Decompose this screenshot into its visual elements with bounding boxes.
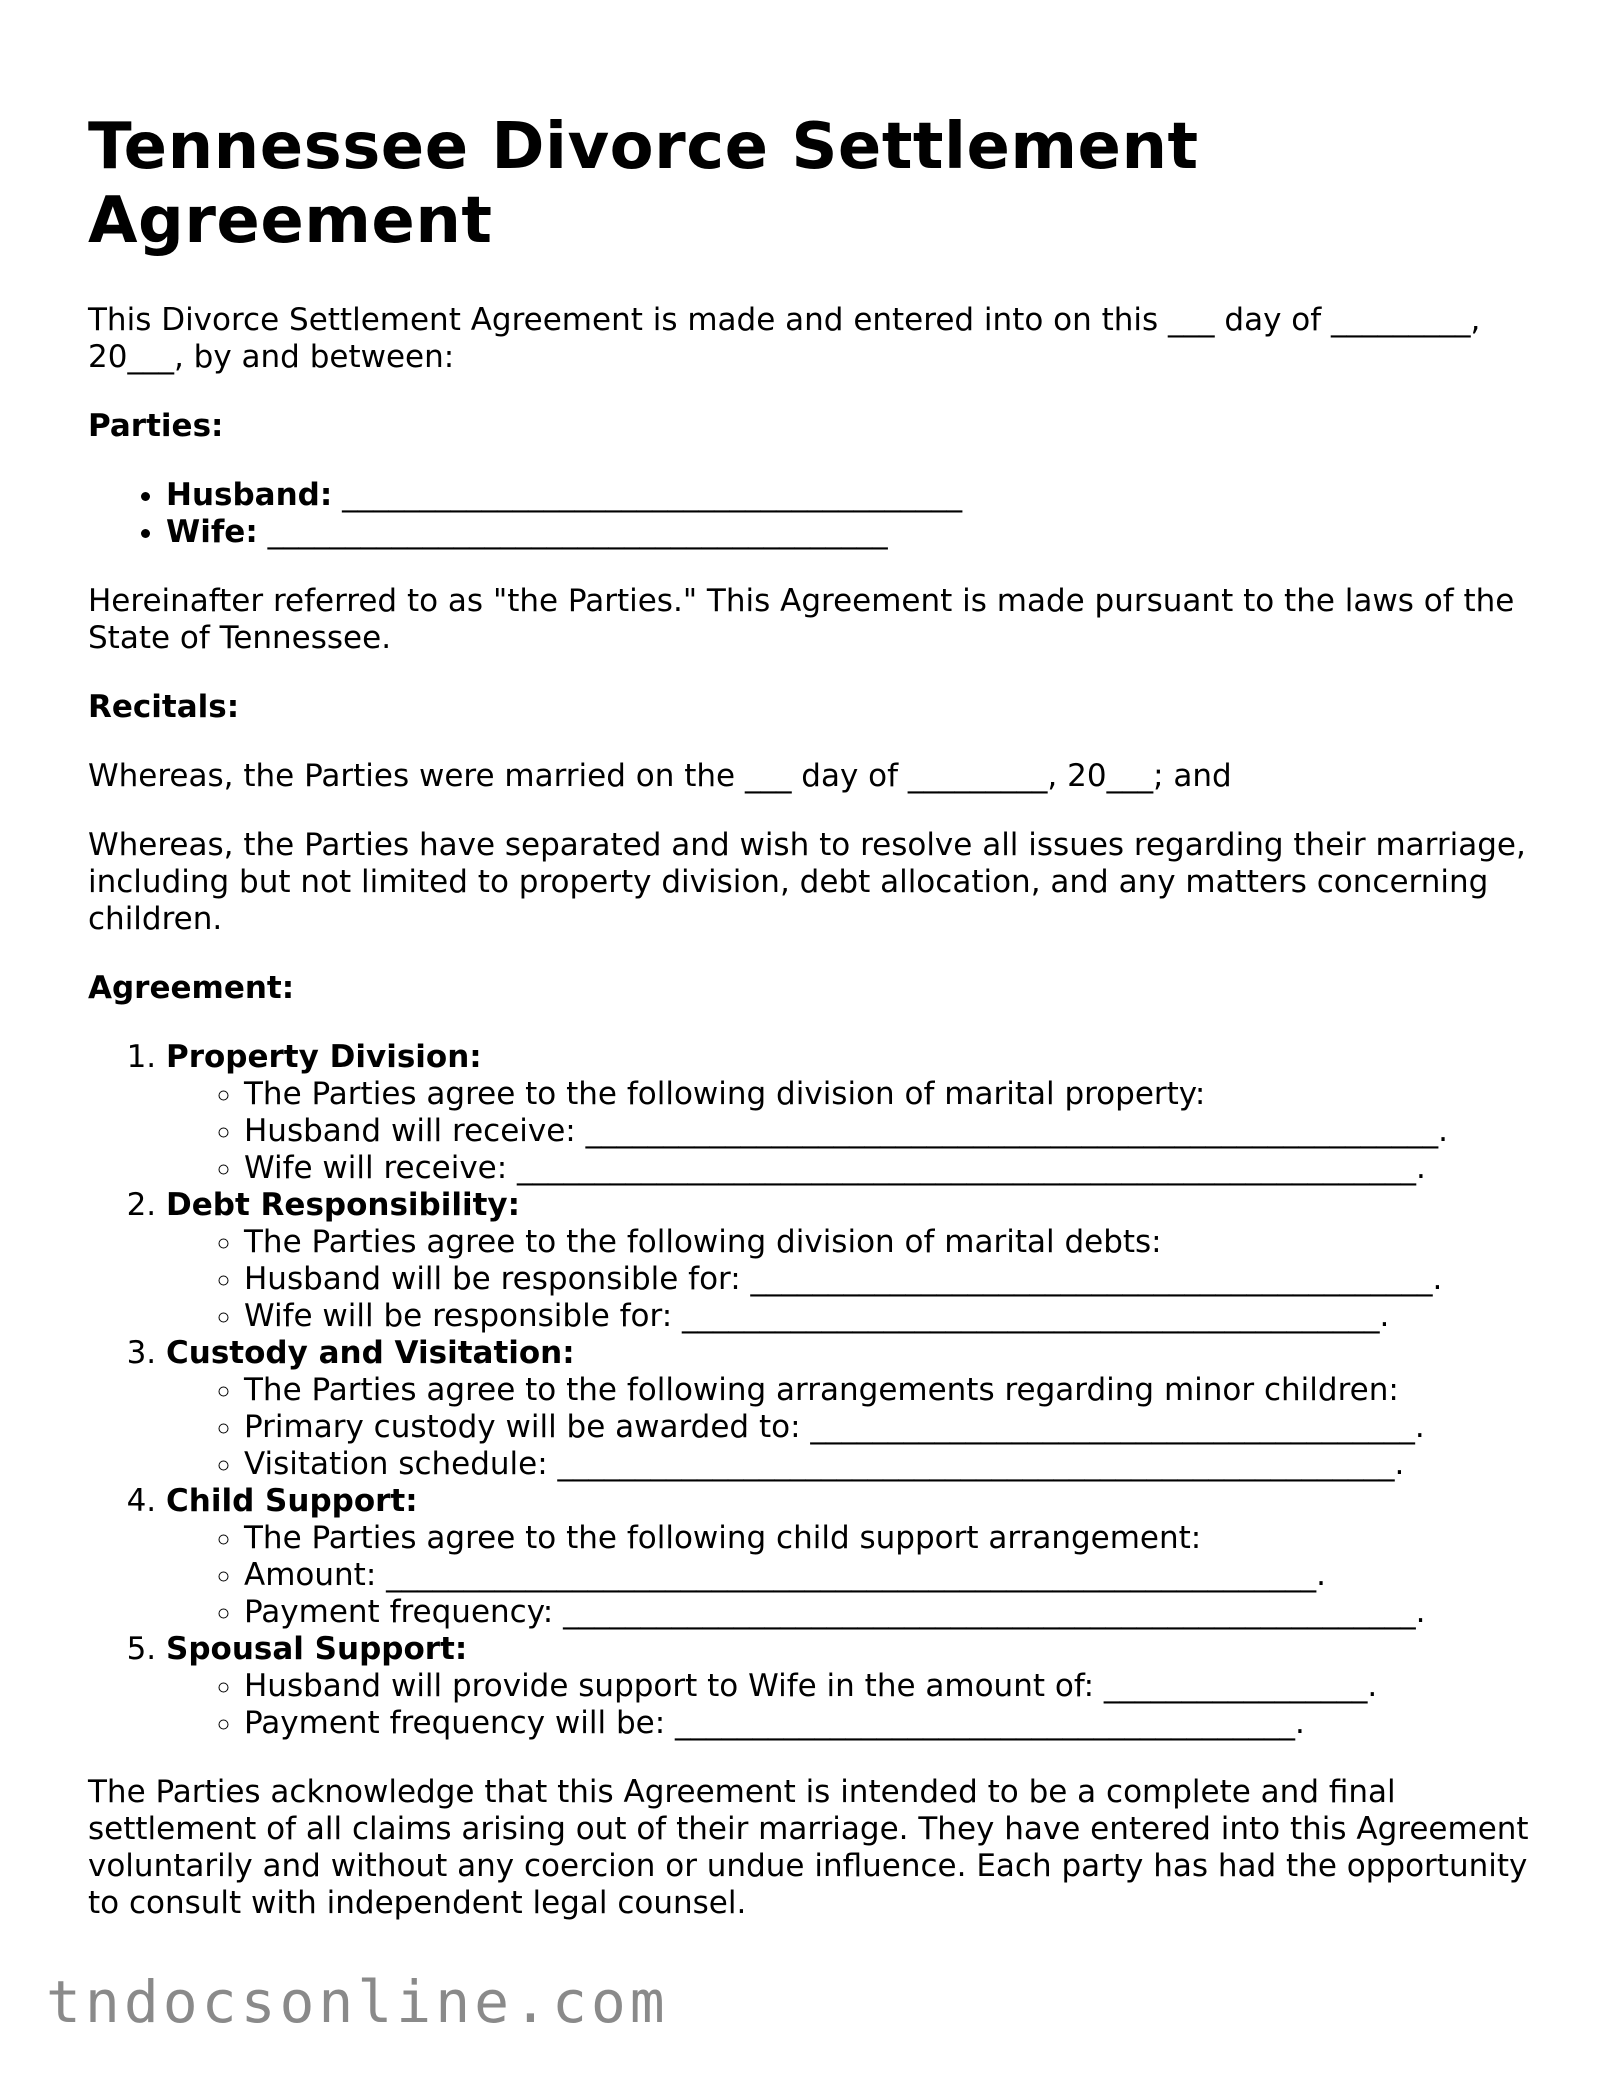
party-blank: ________________________________________ (257, 514, 888, 550)
list-item: ◦ Payment frequency: _______________________________________________________. (244, 1594, 1548, 1631)
agreement-item-title: Property Division: (166, 1039, 482, 1075)
agreement-item-title: Custody and Visitation: (166, 1335, 575, 1371)
list-item: ◦ Husband will receive: _______________________________________________________. (244, 1113, 1548, 1150)
agreement-sublist (166, 1668, 1548, 1742)
agreement-item-debt (166, 1187, 1548, 1335)
list-item: ◦ The Parties agree to the following arrangements regarding minor children: (244, 1372, 1548, 1409)
list-item: ◦ The Parties agree to the following division of marital property: (244, 1076, 1548, 1113)
list-item: ◦ Wife will receive: __________________________________________________________. (244, 1150, 1548, 1187)
recital-married: Whereas, the Parties were married on the ___ day of _________, 20___; and (88, 758, 1232, 794)
recital-separated: Whereas, the Parties have separated and wish to resolve all issues regarding their marriage, including but not limited to property division, debt allocation, and any matters concerning children. (88, 827, 1526, 937)
list-item: ◦ Payment frequency will be: ________________________________________. (244, 1705, 1548, 1742)
party-blank: ________________________________________ (332, 477, 963, 513)
agreement-list (88, 1039, 1548, 1742)
agreement-item-child-support (166, 1483, 1548, 1631)
recitals-heading: Recitals: (88, 689, 240, 725)
agreement-item-property (166, 1039, 1548, 1187)
document-title: Tennessee Divorce Settlement Agreement (88, 110, 1199, 258)
party-husband (166, 477, 1548, 514)
agreement-item-title: Debt Responsibility: (166, 1187, 521, 1223)
agreement-sublist (166, 1372, 1548, 1483)
closing-paragraph: The Parties acknowledge that this Agreement is intended to be a complete and final settlement of all claims arising out of their marriage. They have entered into this Agreement voluntarily and without any coercion or undue influence. Each party has had the opportunity to consult with independent legal counsel. (88, 1774, 1529, 1921)
agreement-item-spousal-support (166, 1631, 1548, 1742)
agreement-sublist (166, 1076, 1548, 1187)
parties-list (88, 477, 1548, 551)
document-page (88, 110, 1548, 1954)
parties-heading: Parties: (88, 408, 224, 444)
list-item: ◦ Husband will provide support to Wife in the amount of: _________________. (244, 1668, 1548, 1705)
list-item: ◦ Amount: ____________________________________________________________. (244, 1557, 1548, 1594)
agreement-sublist (166, 1224, 1548, 1335)
party-label: Wife: (166, 514, 258, 550)
agreement-item-custody (166, 1335, 1548, 1483)
agreement-item-title: Child Support: (166, 1483, 418, 1519)
list-item: ◦ Wife will be responsible for: _____________________________________________. (244, 1298, 1548, 1335)
list-item: ◦ Husband will be responsible for: ____________________________________________. (244, 1261, 1548, 1298)
list-item: ◦ Primary custody will be awarded to: _______________________________________. (244, 1409, 1548, 1446)
list-item: ◦ Visitation schedule: ______________________________________________________. (244, 1446, 1548, 1483)
intro-paragraph: This Divorce Settlement Agreement is made and entered into on this ___ day of _________, 20___, by and between: (88, 302, 1481, 375)
party-wife (166, 514, 1548, 551)
list-item: ◦ The Parties agree to the following division of marital debts: (244, 1224, 1548, 1261)
hereinafter-paragraph: Hereinafter referred to as "the Parties." This Agreement is made pursuant to the laws of the State of Tennessee. (88, 583, 1515, 656)
party-label: Husband: (166, 477, 333, 513)
watermark-text: tndocsonline.com (46, 1968, 669, 2036)
agreement-heading: Agreement: (88, 970, 295, 1006)
agreement-sublist (166, 1520, 1548, 1631)
agreement-item-title: Spousal Support: (166, 1631, 468, 1667)
list-item: ◦ The Parties agree to the following child support arrangement: (244, 1520, 1548, 1557)
